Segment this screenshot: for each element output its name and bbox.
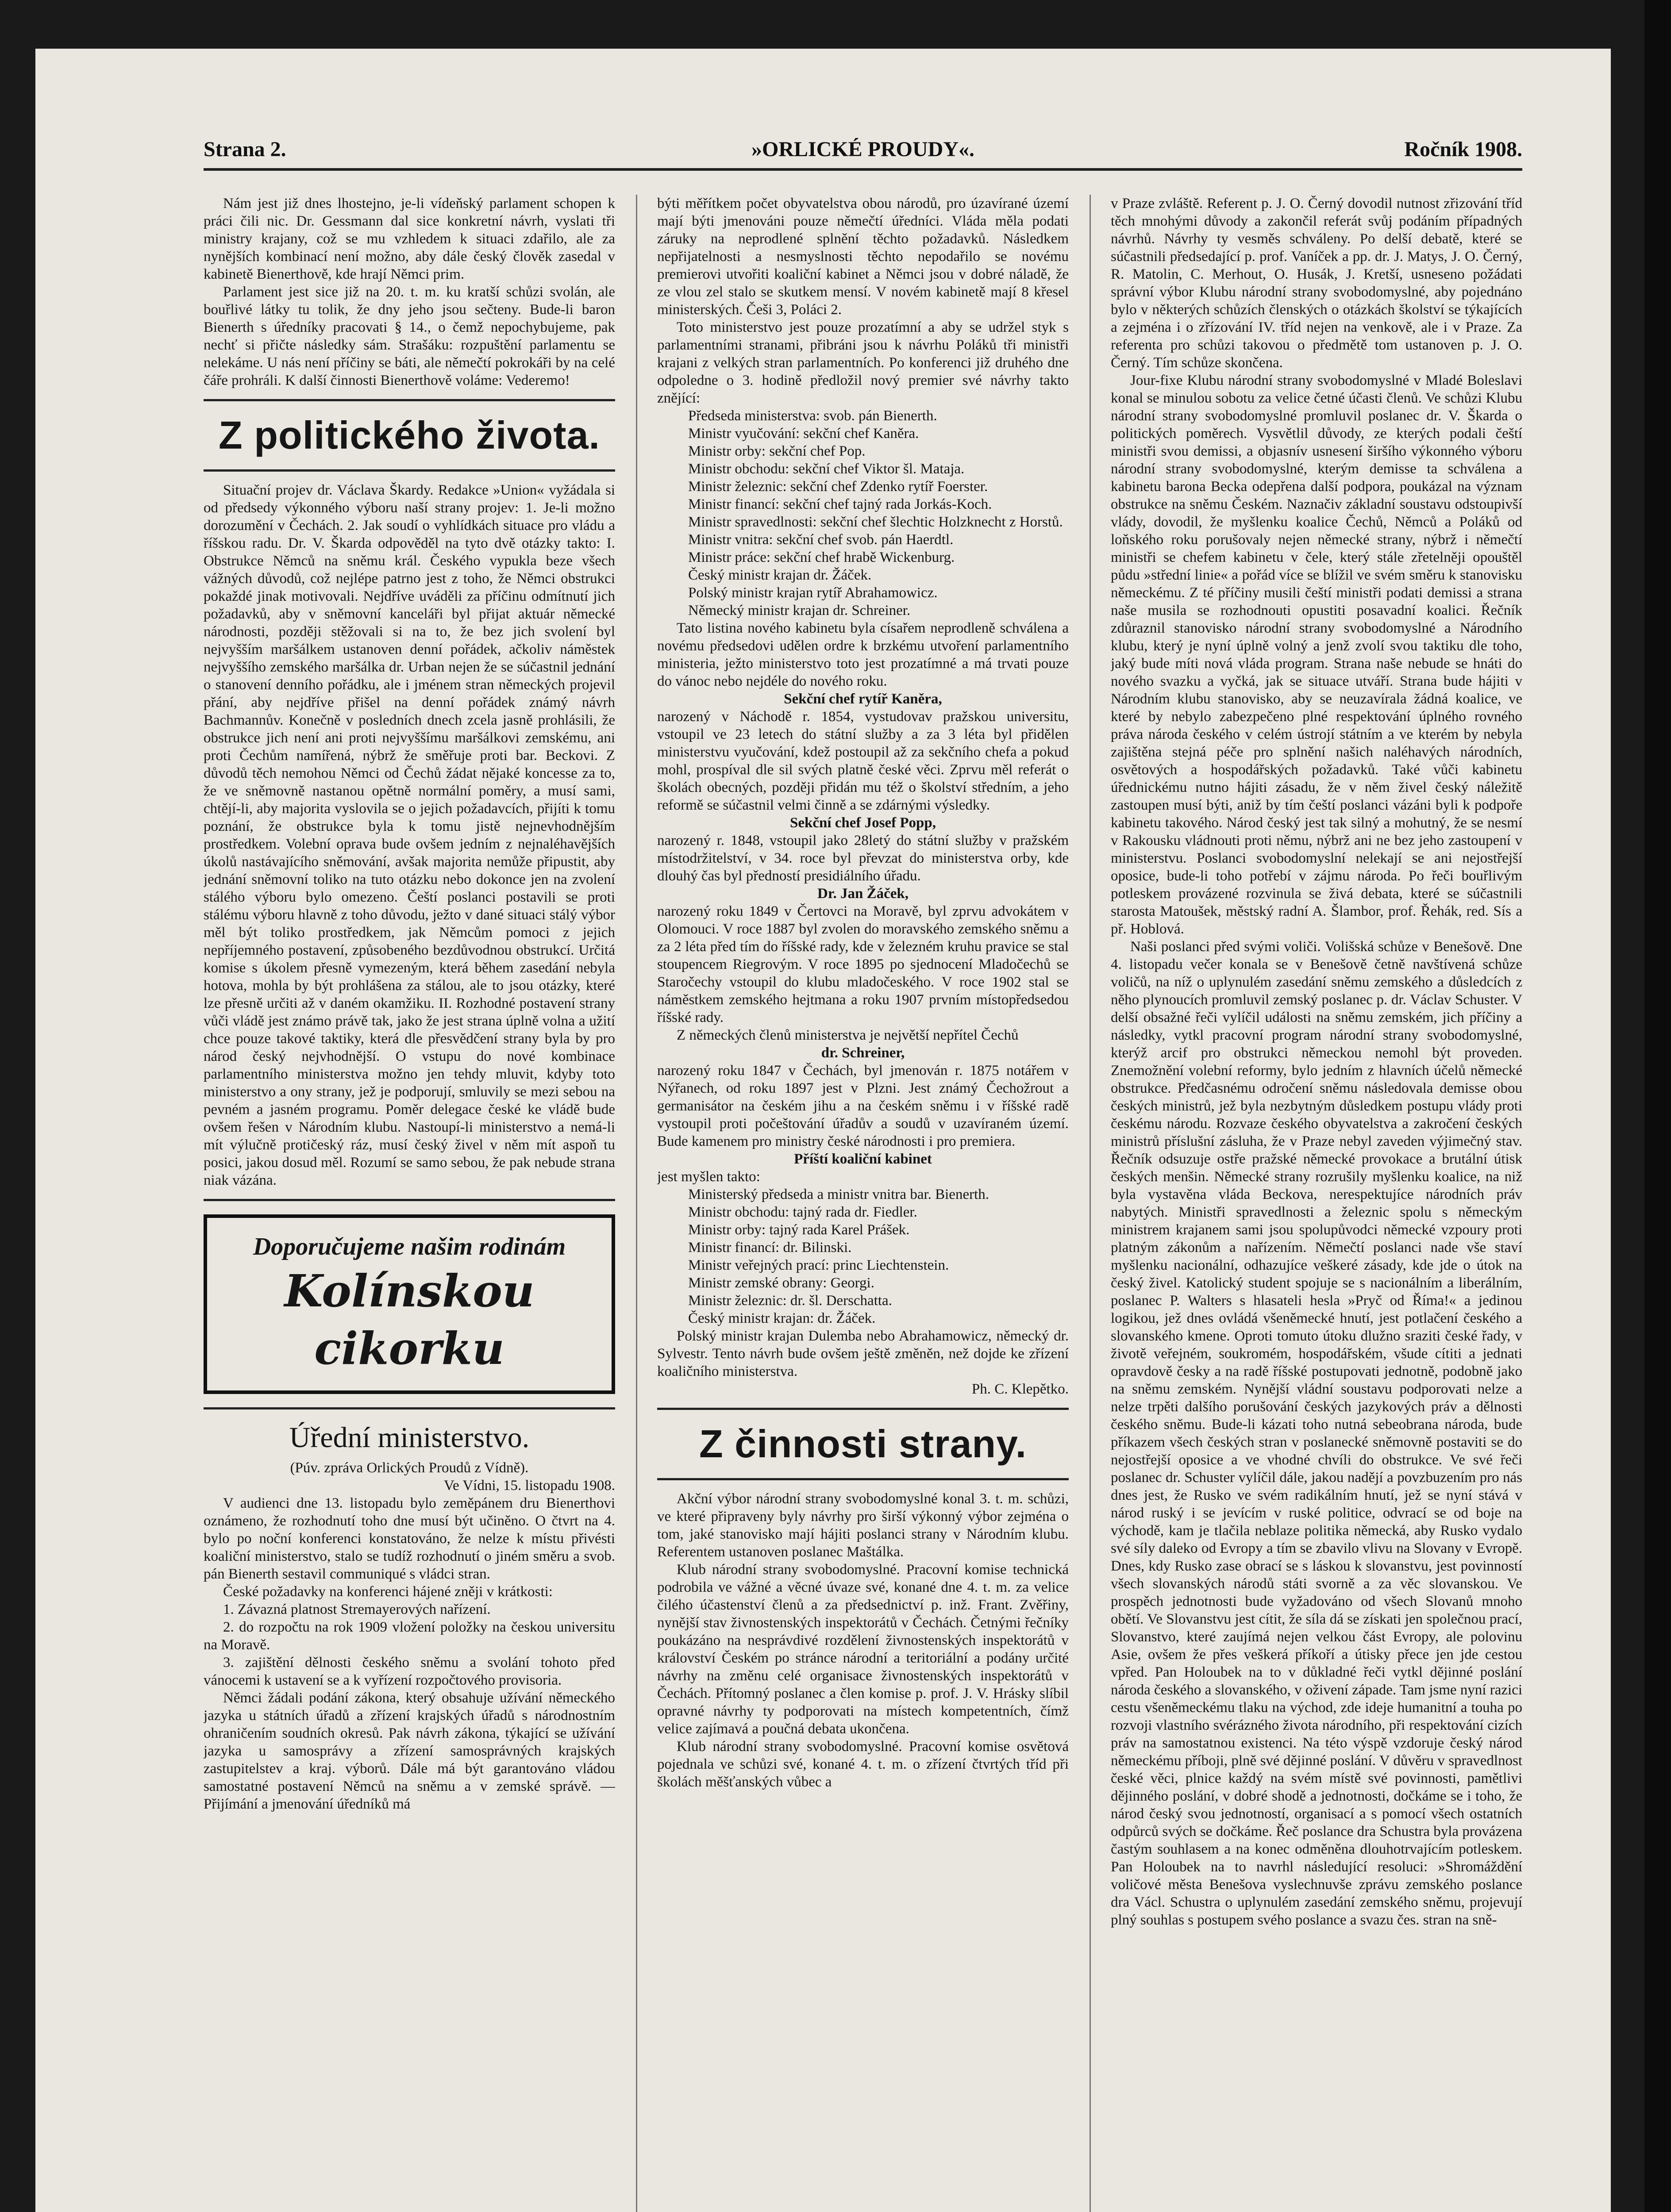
article-source: (Púv. zpráva Orlických Proudů z Vídně). bbox=[290, 1460, 529, 1476]
list-item: Ministr spravedlnosti: sekční chef šlechtic Holzknecht z Horstů. bbox=[688, 514, 1063, 530]
section-rule bbox=[657, 1478, 1069, 1480]
list-item: Polský ministr krajan rytíř Abrahamowicz. bbox=[688, 585, 938, 601]
list-item: Ministr zemské obrany: Georgi. bbox=[688, 1275, 874, 1291]
list-item: Český ministr krajan dr. Žáček. bbox=[688, 567, 872, 583]
article-paragraph: jest myšlen takto: bbox=[657, 1169, 760, 1185]
article-paragraph: Němci žádali podání zákona, který obsahuje užívání německého jazyka u státních úřadů a zřízení krajských úřadů s národnostním ohraničením soudních okresů. Pak návrh zákona, týkající se užívání jazyka u samosprávy a zřízení samosprávných krajských zastupitelstev a kraj. výborů. Dále má být garantováno vládou samostatné postavení Němců na sněmu a v zemské správě. — Přijímání a jmenování úředníků má bbox=[204, 1690, 615, 1812]
list-item: Ministr vyučování: sekční chef Kaněra. bbox=[688, 426, 919, 442]
article-paragraph: v Praze zvláště. Referent p. J. O. Černý dovodil nutnost zřizování tříd těch mnohými důvody a zakončil referát svůj podáním případných návrhů. Návrhy ty vesměs schváleny. Po delší debatě, které se súčastnili předsedající p. prof. Vaníček a pp. dr. J. Matys, J. O. Černý, R. Matolin, C. Merhout, O. Husák, J. Kretší, usneseno požádati správní výbor Klubu národní strany svobodomyslné, aby pojednáno bylo v některých schůzích členských o otázkách školství se týkajících a zejména i o zřízování IV. tříd nejen na venkově, ale i v Praze. Za referenta pro schůzi takovou o předmětě tom ustanoven p. J. O. Černý. Tím schůze skončena. bbox=[1111, 196, 1522, 371]
bio-heading: dr. Schreiner, bbox=[821, 1045, 905, 1061]
bio-heading: Příští koaliční kabinet bbox=[794, 1151, 932, 1167]
list-item: Ministr financí: sekční chef tajný rada Jorkás-Koch. bbox=[688, 496, 992, 512]
article-dateline: Ve Vídni, 15. listopadu 1908. bbox=[443, 1478, 615, 1494]
column-1 bbox=[204, 195, 615, 2212]
article-paragraph: narozený r. 1848, vstoupil jako 28letý do státní služby v pražském místodržitelství, v 34. roce byl převzat do ministerstva orby, kde dlouhý čas byl předností presidiálního úřadu. bbox=[657, 833, 1069, 884]
volume-year: Ročník 1908. bbox=[1404, 138, 1522, 161]
ad-product: Kolínskou cikorku bbox=[284, 1265, 535, 1375]
newspaper-sheet bbox=[35, 49, 1611, 2212]
ad-tagline: Doporučujeme našim rodinám bbox=[253, 1233, 566, 1260]
article-paragraph: Situační projev dr. Václava Škardy. Redakce »Union« vyžádala si od předsedy výkonného výboru naší strany projev: 1. Je-li možno dorozumění v Čechách. 2. Jak soudí o vyhlídkách situace pro vládu a říšskou radu. Dr. V. Škarda odpověděl na tyto dvě otázky takto: I. Obstrukce Němců na sněmu král. Českého vypukla beze všech vážných důvodů, což nejlépe patrno jest z toho, že Němci obstrukci pokaždé jinak motivovali. Nejdříve uváděli za příčinu odmítnutí jich požadavků, aby v sněmovní kanceláři byl přijat aktuár německé národnosti, později stěžovali si na to, že bez jich svolení byl nejvyšším maršálkem ustanoven denní pořádek, ačkoliv náměstek nejvyššího zemského maršálka dr. Urban nejen že se súčastnil jednání o stanovení denního pořádku, ale i jménem stran německých projevil přání, aby nejdříve přišel na denní pořádek známý návrh Bachmannův. Konečně v posledních dnech zcela jasně prohlásili, že obstrukce jich není ani proti nejvyššímu maršálkovi zemskému, ani proti Čechům namířená, nýbrž že směřuje proti bar. Beckovi. Z důvodů těch nemohou Němci od Čechů žádat nějaké koncesse za to, že ve sněmovně nastanou opětně normální poměry, a musí sami, chtějí-li, aby majorita vyslovila se o jejich požadavcích, přijíti k tomu poznání, že obstrukce byla k tomu jistě nejnevhodnějším prostředkem. Volební oprava bude ovšem jedním z nejnaléhavějších úkolů nastávajícího sněmování, avšak majorita nemůže připustit, aby jednání sněmovní toliko na tuto otázku nebo dokonce jen na zvolení stálého výboru bylo omezeno. Čeští poslanci postavili se proti stálému výboru hlavně z toho důvodu, ježto v dané situaci stálý výbor měl být toliko prostředkem, jak Němcům pomoci z jejich nepříjemného postavení, způsobeného bezdůvodnou obstrukcí. Určitá komise s úkolem přesně vymezeným, která během zasedání nebyla hotova, mohla by být prohlášena za stálou, ale to jsou otázky, které lze přesně určiti až v daném okamžiku. II. Rozhodné postavení strany vůči vládě jest známo právě tak, jako že jest strana úplně volna a užití chce pouze takové taktiky, která dle přesvědčení strany byla by pro národ český nejvhodnější. O vstupu do nové kombinace parlamentního ministerstva možno jen tehdy mluvit, kdyby toto ministerstvo a ony strany, jež je podporují, smluvily se mezi sebou na pevném a jasném programu. Poměr delegace české ke vládě bude ovšem řešen v Národním klubu. Nastoupí-li ministerstvo a nemá-li mít výlučně protičeský ráz, musí český živel v něm mít aspoň tu posici, jakou dosud měl. Rozumí se samo sebou, že pak nebude strana niak vázána. bbox=[204, 482, 615, 1188]
article-paragraph: Klub národní strany svobodomyslné. Pracovní komise technická podrobila ve vážné a věcné úvaze své, konané dne 4. t. m. za velice čilého účastenství členů a za předsednictví p. inž. Frant. Zvěřiny, nynější stav živnostenských inspektorátů v Čechách. Četnými řečníky poukázáno na nesprávdivé rozdělení živnostenských inspektorátů v království Českém po stránce národní a teritoriální a podány určité návrhy na změnu celé organisace živnostenských inspektorátů v Čechách. Přítomný poslanec a člen komise p. prof. J. V. Hrásky slíbil opravné návrhy ty podporovati na místech kompetentních, čímž velice zajímavá a poučná debata ukončena. bbox=[657, 1562, 1069, 1737]
article-paragraph: býti měřítkem počet obyvatelstva obou národů, pro úzavírané území mají býti jmenováni pouze němečtí úředníci. Vláda měla podati záruky na neprodlené splnění těchto požadavků. Následkem nepřijatelnosti a nesmyslnosti těchto nepodařilo se novému premierovi utvořiti koaliční kabinet a Němci jsou v dobré náladě, že ze vlou zel stalo se skutkem mensí. V novém kabinetě mají 8 křesel ministerských. Češi 3, Poláci 2. bbox=[657, 196, 1069, 318]
article-paragraph: Tato listina nového kabinetu byla císařem neprodleně schválena a novému předsedovi udělen ordre k brzkému utvoření parlamentního ministeria, ježto ministerstvo toto jest prozatímné a má trvati pouze do vánoc nebo nejdéle do nového roku. bbox=[657, 620, 1069, 689]
list-item: Ministr obchodu: sekční chef Viktor šl. Mataja. bbox=[688, 461, 965, 477]
list-item: Ministr orby: tajný rada Karel Prášek. bbox=[688, 1222, 910, 1238]
section-rule bbox=[204, 469, 615, 472]
list-item: 1. Závazná platnost Stremayerových nařízení. bbox=[223, 1601, 491, 1617]
article-paragraph: Z německých členů ministerstva je největší nepřítel Čechů bbox=[677, 1027, 1019, 1043]
list-item: Německý ministr krajan dr. Schreiner. bbox=[688, 603, 911, 618]
article-paragraph: Polský ministr krajan Dulemba nebo Abrahamowicz, německý dr. Sylvestr. Tento návrh bude ovšem ještě změněn, než dojde ke zřízení koaličního ministerstva. bbox=[657, 1328, 1069, 1379]
list-item: Ministr financí: dr. Bilinski. bbox=[688, 1240, 852, 1256]
list-item: Ministr železnic: dr. šl. Derschatta. bbox=[688, 1293, 892, 1309]
bio-heading: Dr. Jan Žáček, bbox=[817, 886, 909, 902]
article-paragraph: Jour-fixe Klubu národní strany svobodomyslné v Mladé Boleslavi konal se minulou sobotu za velice četné účasti členů. Ve schůzi Klubu národní strany svobodomyslné promluvil poslanec dr. V. Škarda o politických poměrech. Vysvětlil důvody, ze kterých podali čeští ministři svou demissi, a objasnív usnesení širšího výkonného výboru národní strany svobodomyslné, kterým demisse ta schválena a kabinetu barona Becka odepřena další podpora, poukázal na význam obstrukce na sněmu Českém. Naznačiv základní soustavu odstoupivší vlády, dovodil, že myšlenku koalice Čechů, Němců a Poláků od loňského roku porušovaly nejen německé strany, nýbrž i němečtí ministři se chefem kabinetu v čele, který stále zřetelněji opouštěl půdu »střední linie« a pořád více se blížil ve svém směru k stanovisku německému. Z té příčiny musili čeští ministři podati demissi a strana naše musila se rozhodnouti opustiti posavadní koalici. Řečník zdůraznil stanovisko národní strany svobodomyslné a Národního klubu, který je nyní úplně volný a jenž zvolí svou taktiku dle toho, jaký bude míti nová vláda program. Strana naše nebude se hnáti do nového svazku a vyčká, jak se situace utváří. Strana bude hájiti v Národním klubu stanovisko, aby se neuzavírala žádná koalice, ve které by nebylo zabezpečeno plné respektování úplného rovného práva národa českého v celém ústrojí státním a ve kterém by nebyla zajištěna stejná péče pro splnění našich naléhavých národních, osvětových a hospodářských požadavků. Také vůči kabinetu úřednickému nutno hájiti zásadu, že v něm živel český náležitě zastoupen musí býti, aniž by tím čeští poslanci vázáni byli k podpoře kabinetu takového. Národ český jest tak silný a mohutný, že se nesmí v Rakousku vládnouti proti němu, nýbrž ani ne bez jeho zastoupení v ministerstvu. Poslanci svobodomyslní nelekají se ani nejostřejší oposice, bude-li toho potřebí v zájmu národa. Po řeči bouřlivým potleskem provázené rozvinula se živá debata, které se súčastnili starosta Matoušek, městský radní A. Šlambor, prof. Řehák, red. Sís a př. Hoblová. bbox=[1111, 373, 1522, 937]
article-paragraph: narozený roku 1849 v Čertovci na Moravě, byl zprvu advokátem v Olomouci. V roce 1887 byl zvolen do moravského zemského sněmu a za 2 léta před tím do říšské rady, kde v železném kruhu pravice se stal stoupencem Riegrovým. V roce 1895 po sjednocení Mladočechů se Staročechy vstoupil do klubu mladočeského. V roce 1902 stal se náměstkem zemského hejtmana a roku 1907 prvním místopředsedou říšské rady. bbox=[657, 903, 1069, 1025]
column-divider-2 bbox=[1090, 195, 1091, 2212]
column-2 bbox=[657, 195, 1069, 2212]
header-rule bbox=[204, 168, 1522, 171]
list-item: 2. do rozpočtu na rok 1909 vložení položky na českou universitu na Moravě. bbox=[204, 1619, 615, 1653]
section-rule bbox=[657, 1408, 1069, 1410]
list-item: Ministr orby: sekční chef Pop. bbox=[688, 443, 866, 459]
article-paragraph: narozený roku 1847 v Čechách, byl jmenován r. 1875 notářem v Nýřanech, od roku 1897 jest v Plzni. Jest známý Čechožrout a germanisátor na českém jihu a na českém sněmu i v říšské radě vystoupil proti počeštování úřadův a soudů v uzavíraném území. Bude kamenem pro ministry české národnosti i pro premiera. bbox=[657, 1063, 1069, 1149]
article-paragraph: Naši poslanci před svými voliči. Volišská schůze v Benešově. Dne 4. listopadu večer konala se v Benešově četně navštívená schůze voličů, na níž o uplynulém zasedání sněmu zemského a důsledcích z něho plynoucích promluvil zemský poslanec p. dr. Václav Schuster. V delší obsažné řeči vylíčil události na sněmu zemském, jich příčiny a následky, vytkl pracovní program národní strany svobodomyslné, kterýž arcif pro obstrukci německou nemohl být proveden. Znemožnění volební reformy, bylo jedním z hlavních účelů německé obstrukce. Předčasnému odročení sněmu následovala demisse obou českých ministrů, jež byla nezbytným důsledkem postupu vlády proti českému národu. Rozvaze českého obyvatelstva a zakročení českých ministrů příslušní zásluha, že v Praze nebyl zaveden výjimečný stav. Řečník odsuzuje ostře pražské německé provokace a brutální útisk českých menšin. Německé strany rozrušily myšlenku koalice, na niž byla vystavěna vláda Beckova, nerespektujíce národních práv nabytých. Ministři spravedlnosti a železnic spolu s německým ministrem krajanem sami jsou spolupůvodci německé vzpoury proti platným zákonům a nařízením. Němečtí poslanci nade vše staví myšlenku nacionální, odhazujíce veškeré zásady, kde jde o útok na český živel. Katolický student spojuje se s nacionálním a liberálním, poslanec P. Walters s hlasateli hesla »Pryč od Říma!« a jedinou logikou, jež dnes ovládá všeněmecké hnutí, jest potlačení českého a slovanského kmene. Oproti tomuto útoku dlužno sraziti české řady, v životě veřejném, soukromém, hospodářském, všude cítiti a jednati opravdově česky a na radě říšské postupovati jednotně, podobně jako na sněmu zemském. Nynější vládní soustavu podporovati nelze a nelze trpěti dalšího porušování českých jazykových práv a dělnosti českého sněmu. Bude-li kázati toho nutná sebeobrana národa, bude příkazem všech českých stran v poslanecké sněmovně postaviti se do nejostřejší oposice a ve vhodné chvíli do obstrukce. Ve své řeči poslanec dr. Schuster vylíčil dále, jakou nadějí a povzbuzením pro nás dnes jest, že Rusko ve svém radikálním hnutí, jež se nyní stává v národ ruský i se jevícím v ruské politice, odvrací se od boje na východě, kam je tlačila neblaze politika německá, aby Rusko vydalo své síly daleko od Evropy a tím se zbavilo vlivu na Slovany v Evropě. Dnes, kdy Rusko zase obrací se s láskou k slovanstvu, jest povinností všech slovanských národů státi svorně a za věc slovanskou. Ve prospěch jednotnosti bude vyžadováno od všech Slovanů mnoho obětí. Ve Slovanstvu jest cítit, že síla dá se získati jen společnou prací, Slovanstvo, které zaujímá nejen velkou část Evropy, ale polovinu Asie, ovšem že přes veškerá příkoří a útisky přece jen jde cestou vpřed. Pan Holoubek na to v důkladné řeči vytkl dějinné poslání národa českého a slovanského, v oživení západe. Tam jsme nyní razici cestu všeněmeckému tlaku na východ, zde ideje humanitní a touha po rozvoji vlastního svérázného života národního, při respektování cizích práv na samostatnou existenci. Na této výspě vzdoruje český národ německému příboji, plně své dějinné poslání. V důvěru v spravedlnost české věci, plnice každý na svém místě své povinnosti, pamětlivi dějinného poslání, v dobré shodě a jednotnosti, dočkáme se i toho, že národ český svou jednotností, organisací a s pomocí všech ostatních odpůrců svých se dočkáme. Řeč poslance dra Schustra byla provázena častým souhlasem a na konec odměněna dlouhotrvajícím potleskem. Pan Holoubek na to navrhl následující resoluci: »Shromáždění voličové města Benešova vyslechnuvše zprávu zemského poslance dra Václ. Schustra o uplynulém zasedání zemského sněmu, projevují plný souhlas s postupem svého poslance a svazu čes. stran na sně- bbox=[1111, 939, 1522, 1928]
list-item: Ministr práce: sekční chef hrabě Wickenburg. bbox=[688, 549, 955, 565]
article-paragraph: Nám jest již dnes lhostejno, je-li vídeňský parlament schopen k práci čili nic. Dr. Gessmann dal sice konkretní návrh, vyslati tři ministry krajany, což se mu vzhledem k situaci zdařilo, ale za nynějších kombinací není možno, aby dále český člověk zasedal v kabinetě Bienerthově, kde hrají Němci prim. bbox=[204, 196, 615, 282]
bio-heading: Sekční chef rytíř Kaněra, bbox=[784, 691, 942, 707]
list-item: Ministerský předseda a ministr vnitra bar. Bienerth. bbox=[688, 1187, 990, 1202]
article-title-ministry: Úřední ministerstvo. bbox=[289, 1421, 530, 1454]
article-paragraph: narozený v Náchodě r. 1854, vystudovav pražskou universitu, vstoupil ve 23 letech do státní služby a za 3 léta byl přidělen ministerstvu vyučování, kdež postoupil až za sekčního chefa a pokud mohl, prospíval dle sil svých platně české věci. Zprvu měl referát o školách obecných, později přidán mu též o školství středním, a jeho reformě se súčastnil velmi činně a se zdárnými výsledky. bbox=[657, 709, 1069, 813]
section-rule bbox=[204, 1199, 615, 1201]
paper-name: »ORLICKÉ PROUDY«. bbox=[751, 138, 975, 161]
article-paragraph: Akční výbor národní strany svobodomyslné konal 3. t. m. schůzi, ve které připraveny byly návrhy pro širší výkonný výbor zejména o tom, jaké stanovisko mají hájiti poslanci strany v Národním klubu. Referentem ustanoven poslanec Maštálka. bbox=[657, 1491, 1069, 1560]
section-title-activity: Z činnosti strany. bbox=[699, 1422, 1027, 1466]
column-3 bbox=[1111, 195, 1522, 2212]
section-title-politics: Z politického života. bbox=[219, 413, 600, 457]
column-divider-1 bbox=[636, 195, 637, 2212]
article-paragraph: Klub národní strany svobodomyslné. Pracovní komise osvětová pojednala ve schůzi své, konané 4. t. m. o zřízení čtvrtých tříd při školách měšťanských vůbec a bbox=[657, 1739, 1069, 1790]
article-paragraph: V audienci dne 13. listopadu bylo zeměpánem dru Bienerthovi oznámeno, že rozhodnutí toho dne musí být učiněno. O čtvrt na 4. bylo po noční konferenci konstatováno, že nelze k místu přivésti koaliční ministerstvo, stalo se tudíž rozhodnutí o jiném směru a svob. pán Bienerth sestavil communiqué s vládci stran. bbox=[204, 1495, 615, 1582]
section-rule bbox=[204, 1407, 615, 1409]
list-item: Ministr vnitra: sekční chef svob. pán Haerdtl. bbox=[688, 532, 954, 548]
list-item: Ministr veřejných prací: princ Liechtenstein. bbox=[688, 1257, 949, 1273]
article-paragraph: České požadavky na konferenci hájené zněji v krátkosti: bbox=[223, 1584, 553, 1600]
page-number: Strana 2. bbox=[204, 138, 286, 161]
list-item: Český ministr krajan: dr. Žáček. bbox=[688, 1310, 876, 1326]
article-paragraph: Toto ministerstvo jest pouze prozatímní a aby se udržel styk s parlamentními stranami, přibráni jsou k návrhu Poláků tři ministři krajani z velkých stran parlamentních. Po konferenci již druhého dne odpoledne o 3. hodině předložil nový premier své návrhy takto znějící: bbox=[657, 319, 1069, 406]
article-paragraph: Parlament jest sice již na 20. t. m. ku kratší schůzi svolán, ale bouřlivé látky tu tolik, že dny jeho jsou sečteny. Bude-li baron Bienerth s úředníky pracovati § 14., o čemž nepochybujeme, pak nechť si přičte následky sám. Strašáku: rozpuštění parlamentu se nelekáme. U nás není příčiny se báti, ale němečtí pokrokáři by na celé čáře prohráli. K další činnosti Bienerthově voláme: Vederemo! bbox=[204, 284, 615, 388]
advertisement-box bbox=[204, 1214, 615, 1394]
list-item: 3. zajištění dělnosti českého sněmu a svolání tohoto před vánocemi k ustavení se a k vyřízení rozpočtového provisoria. bbox=[204, 1655, 615, 1688]
page-header bbox=[204, 137, 1522, 165]
bio-heading: Sekční chef Josef Popp, bbox=[790, 815, 936, 831]
section-rule bbox=[204, 399, 615, 401]
list-item: Ministr obchodu: tajný rada dr. Fiedler. bbox=[688, 1204, 917, 1220]
list-item: Předseda ministerstva: svob. pán Bienerth. bbox=[688, 408, 937, 424]
newspaper-page bbox=[204, 137, 1522, 2212]
list-item: Ministr železnic: sekční chef Zdenko rytíř Foerster. bbox=[688, 479, 988, 495]
article-signature: Ph. C. Klepětko. bbox=[971, 1381, 1069, 1397]
scan-edge bbox=[1644, 0, 1671, 2212]
